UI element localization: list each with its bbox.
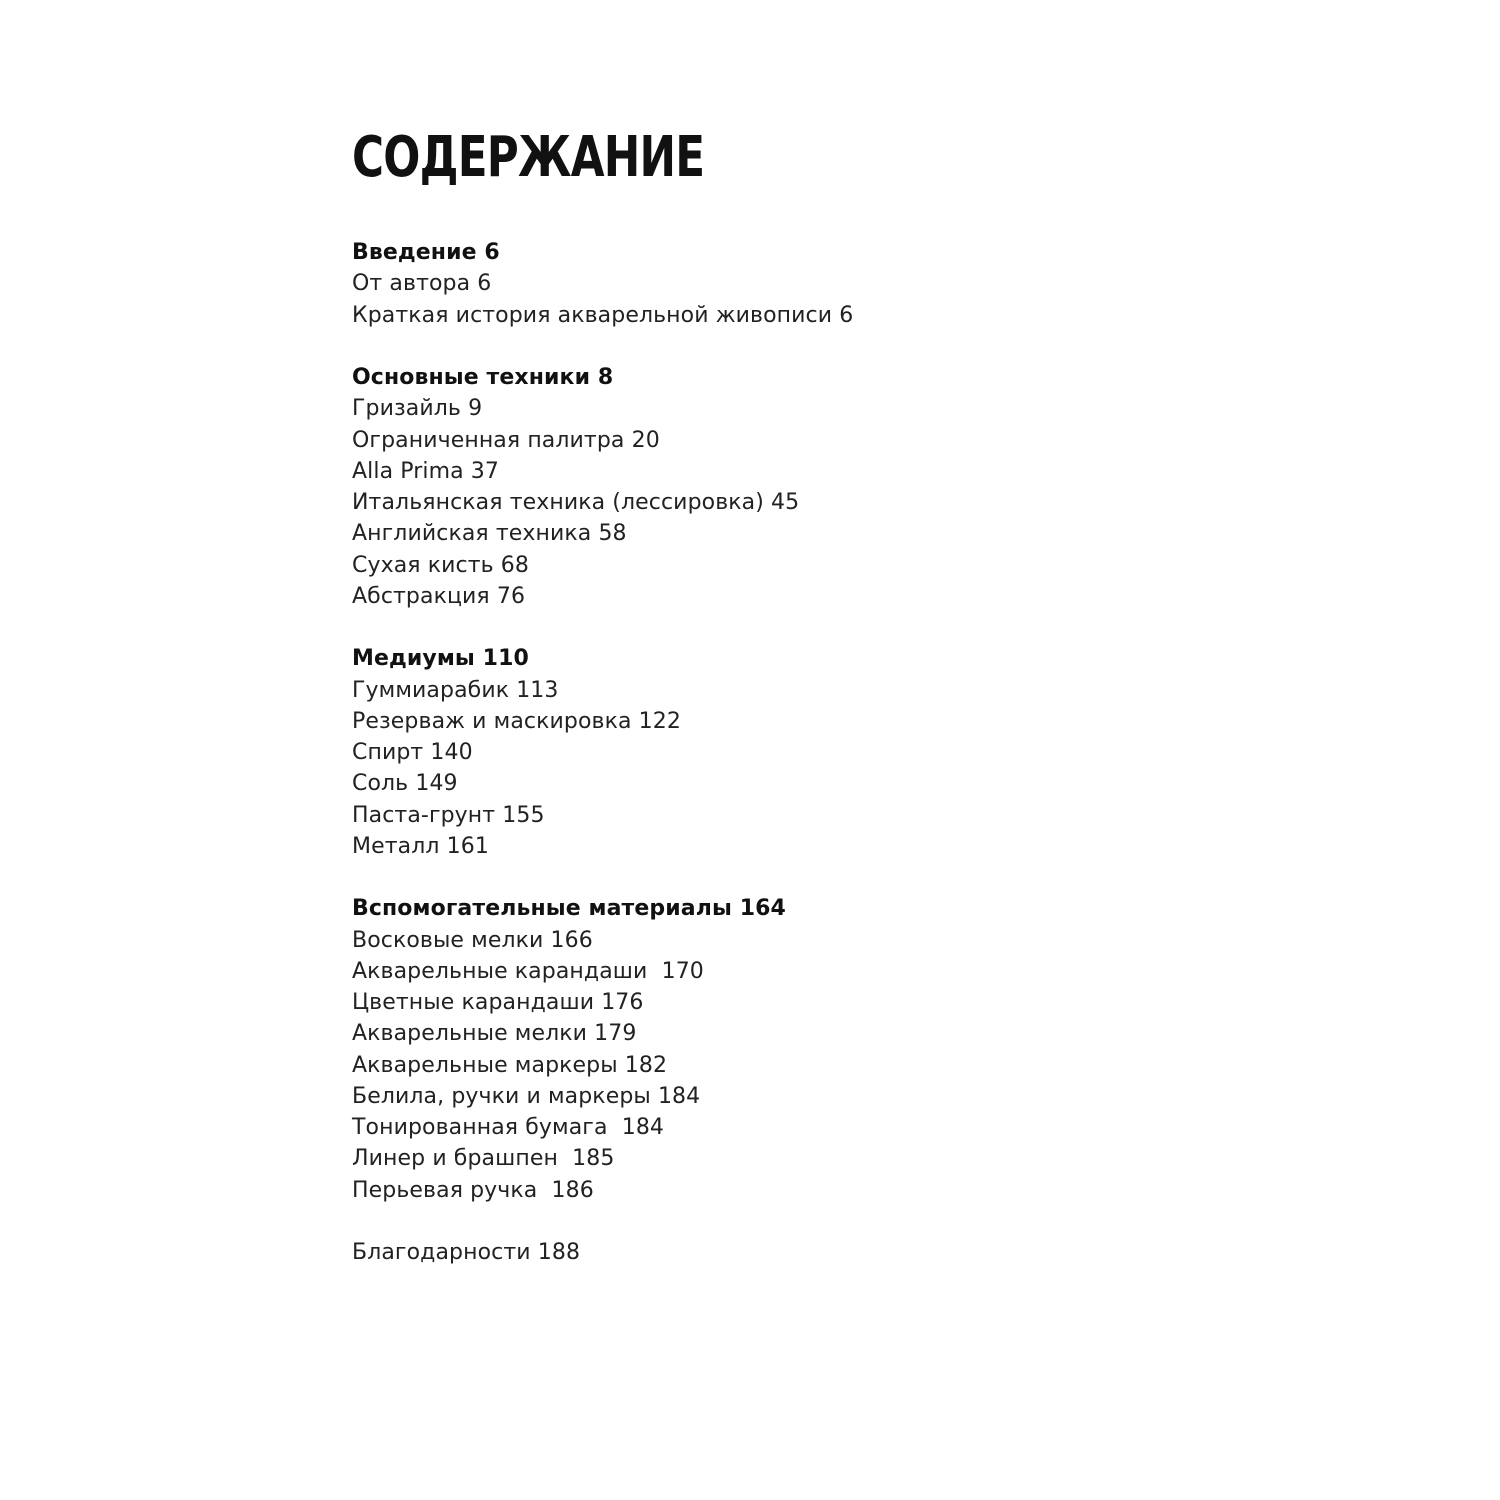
toc-section-heading: Медиумы 110 [352, 646, 529, 672]
toc-section-auxiliary-materials [352, 893, 1252, 1206]
toc-entry: Восковые мелки 166 [352, 927, 593, 953]
toc-entry-acknowledgements: Благодарности 188 [352, 1240, 581, 1265]
toc-section-heading: Основные техники 8 [352, 365, 614, 390]
toc-entry: Ограниченная палитра 20 [352, 427, 660, 453]
toc-entry: Акварельные мелки 179 [352, 1021, 637, 1047]
toc-list [352, 237, 1252, 1300]
toc-section-techniques [352, 362, 1252, 612]
toc-section-heading: Введение 6 [352, 240, 500, 265]
toc-section-acknowledgements [352, 1237, 1252, 1268]
toc-entry: Акварельные карандаши 170 [352, 958, 704, 984]
toc-entry: Паста-грунт 155 [352, 802, 545, 828]
toc-section-introduction [352, 237, 1252, 331]
toc-entry: Итальянская техника (лессировка) 45 [352, 490, 800, 515]
toc-entry: Металл 161 [352, 833, 489, 859]
toc-entry: Цветные карандаши 176 [352, 990, 644, 1015]
toc-section-mediums [352, 643, 1252, 862]
toc-entry: Тонированная бумага 184 [352, 1115, 665, 1140]
toc-entry: Линер и брашпен 185 [352, 1146, 615, 1172]
toc-entry: Белила, ручки и маркеры 184 [352, 1083, 701, 1109]
toc-entry: Резерваж и маскировка 122 [352, 708, 681, 734]
toc-entry: Гризайль 9 [352, 396, 483, 422]
toc-entry: Спирт 140 [352, 740, 473, 765]
toc-entry: Акварельные маркеры 182 [352, 1052, 668, 1078]
toc-entry: Английская техника 58 [352, 521, 627, 547]
toc-section-heading: Вспомогательные материалы 164 [352, 896, 786, 922]
toc-entry: Гуммиарабик 113 [352, 677, 559, 703]
toc-entry: Перьевая ручка 186 [352, 1177, 594, 1203]
toc-entry: Соль 149 [352, 771, 458, 797]
toc-entry: Краткая история акварельной живописи 6 [352, 302, 854, 328]
toc-entry: От автора 6 [352, 271, 492, 297]
page-title: СОДЕРЖАНИЕ [352, 125, 705, 190]
toc-entry: Абстракция 76 [352, 583, 526, 609]
toc-entry: Сухая кисть 68 [352, 552, 529, 578]
toc-entry: Alla Prima 37 [352, 458, 499, 484]
